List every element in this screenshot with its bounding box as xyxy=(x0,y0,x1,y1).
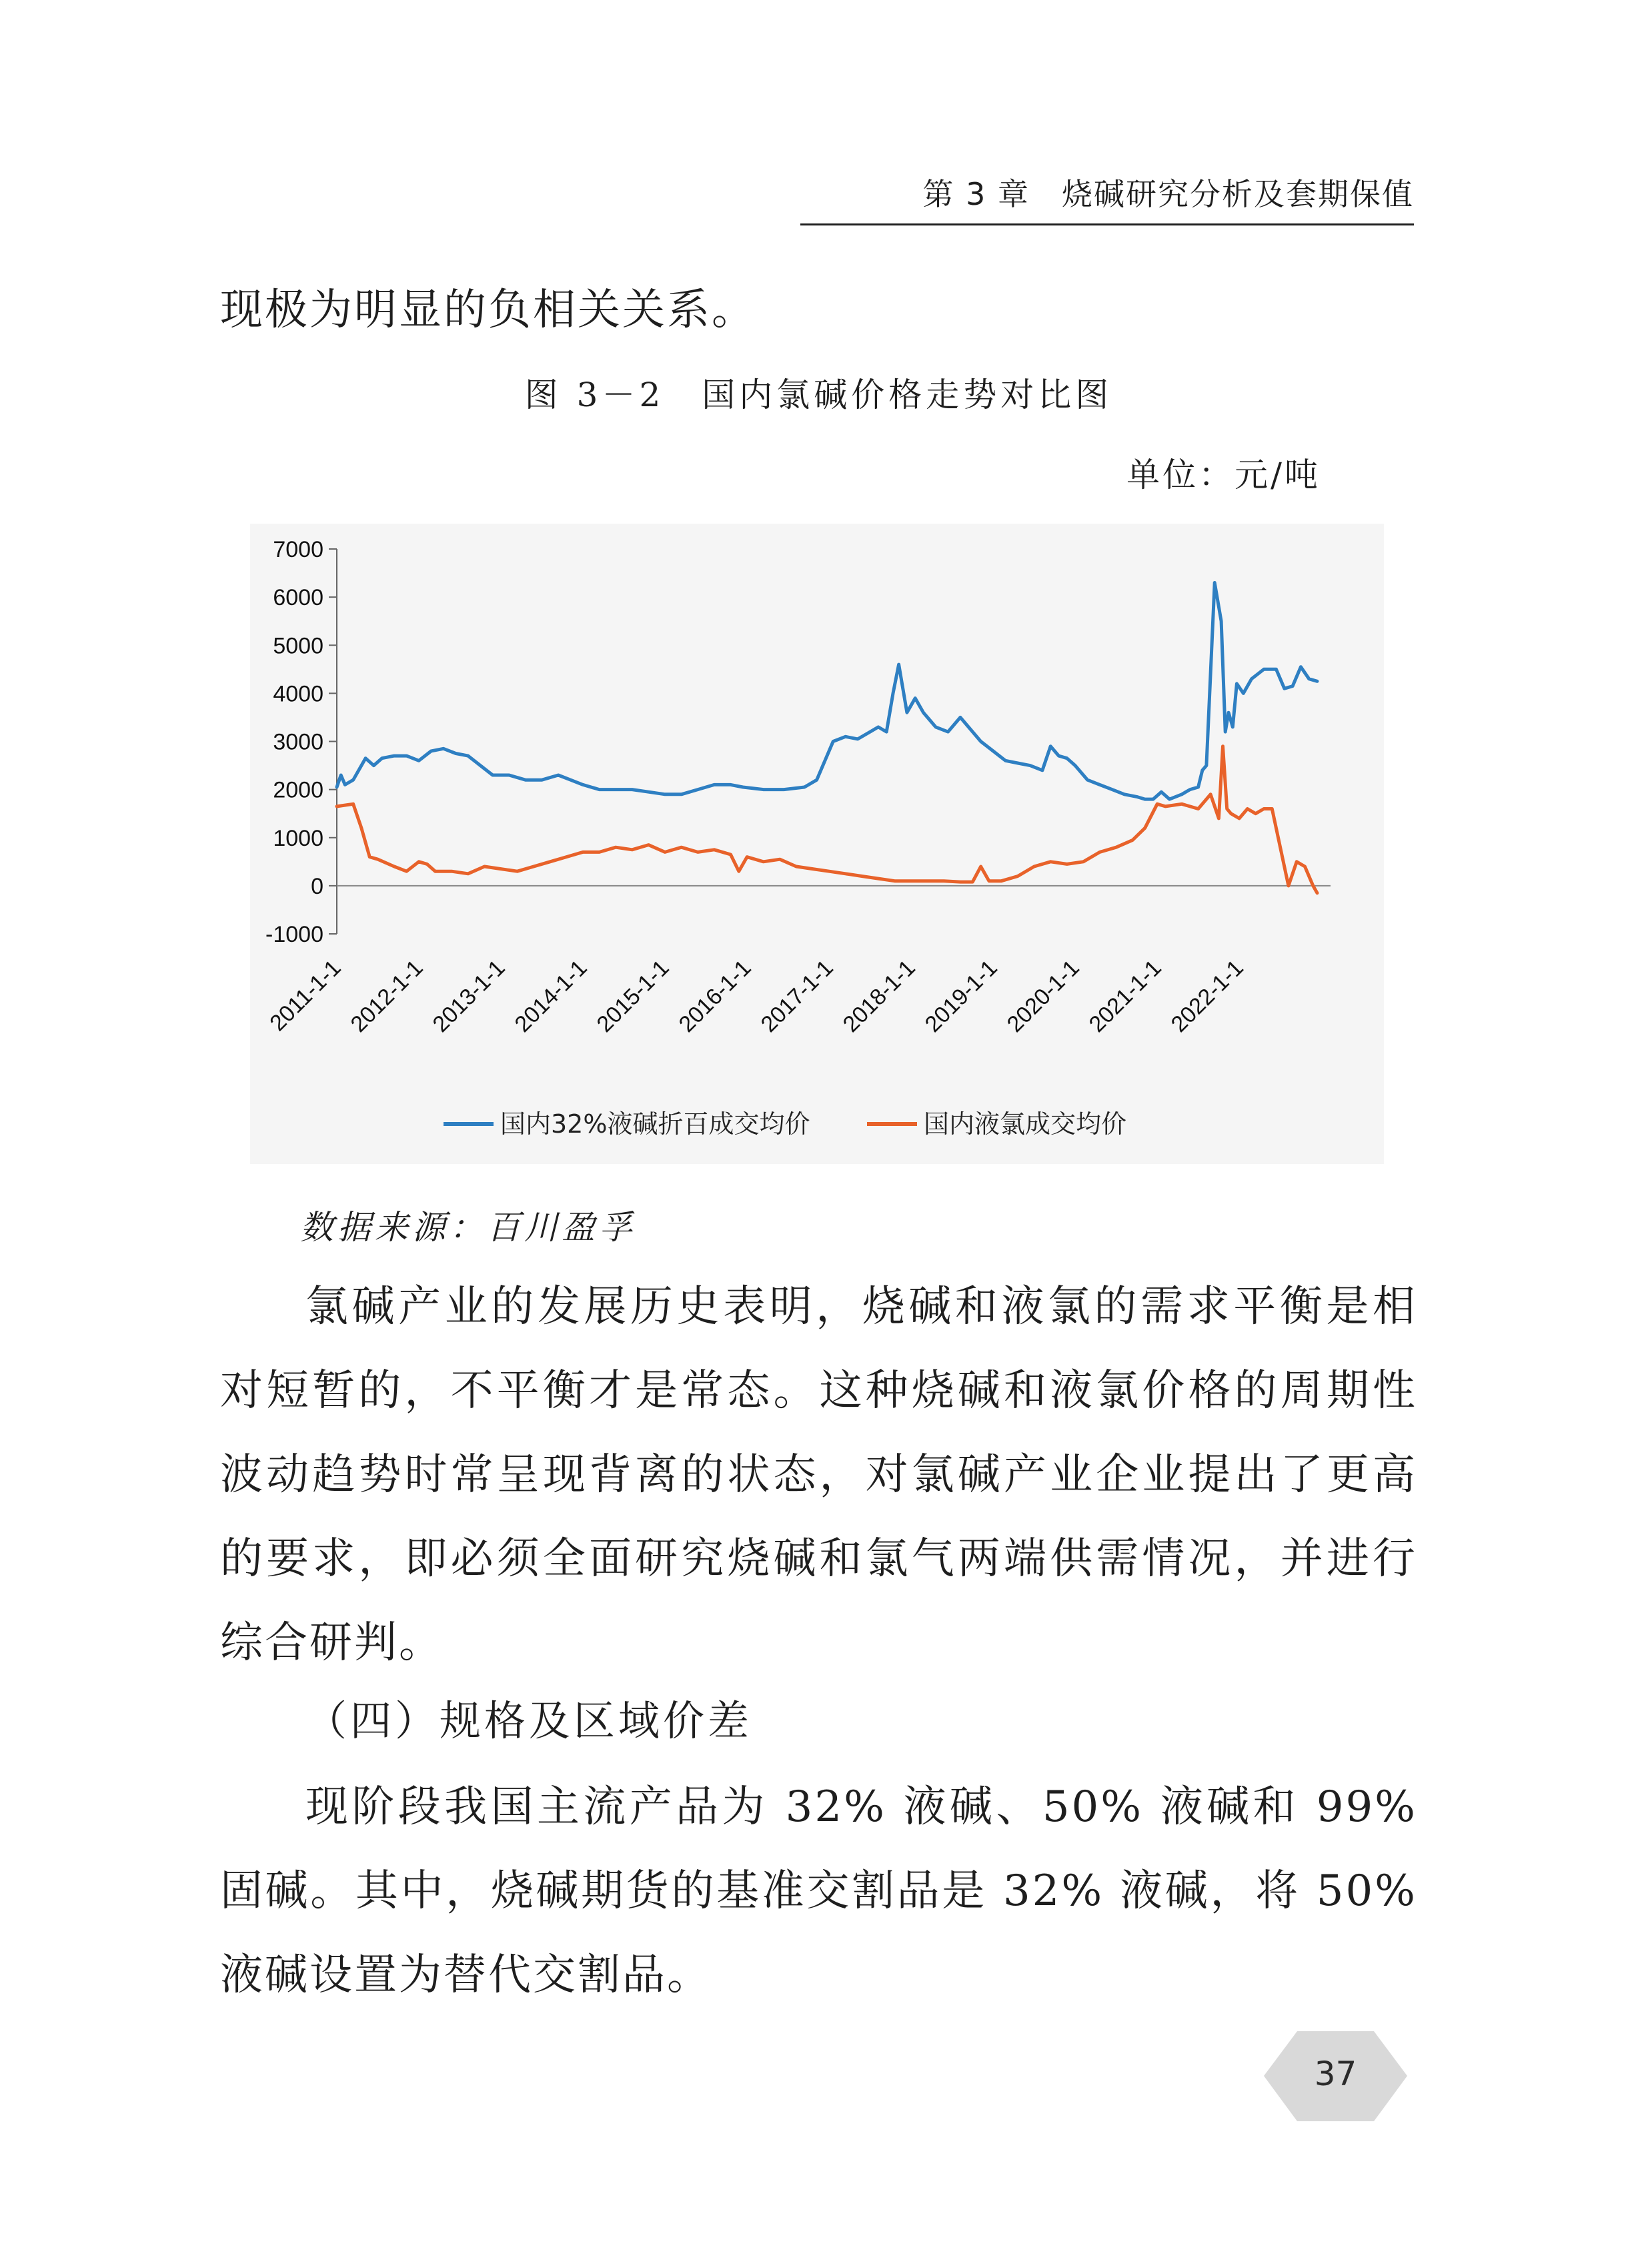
x-tick-label: 2021-1-1 xyxy=(1084,955,1166,1037)
legend-label-1: 国内32%液碱折百成交均价 xyxy=(500,1109,810,1139)
x-tick-label: 2017-1-1 xyxy=(756,955,838,1037)
chart-series xyxy=(337,583,1317,893)
chart-legend xyxy=(444,1109,1126,1139)
running-head: 第 3 章 烧碱研究分析及套期保值 xyxy=(800,170,1414,225)
figure-caption: 图 3－2 国内氯碱价格走势对比图 xyxy=(524,376,1113,414)
y-tick-label: 0 xyxy=(311,873,323,899)
y-tick-label: 7000 xyxy=(273,537,323,562)
x-tick-label: 2013-1-1 xyxy=(428,955,510,1037)
lead-text: 现极为明显的负相关关系。 xyxy=(220,286,756,335)
x-tick-label: 2020-1-1 xyxy=(1002,955,1084,1037)
series-line-1 xyxy=(337,583,1317,800)
x-tick-label: 2019-1-1 xyxy=(920,955,1002,1037)
x-tick-label: 2015-1-1 xyxy=(592,955,674,1037)
x-tick-label: 2014-1-1 xyxy=(510,955,592,1037)
page-number: 37 xyxy=(1314,2055,1357,2093)
section-heading: （四）规格及区域价差 xyxy=(305,1696,753,1745)
legend-label-2: 国内液氯成交均价 xyxy=(924,1109,1127,1139)
paragraph-1: 氯碱产业的发展历史表明，烧碱和液氯的需求平衡是相对短暂的，不平衡才是常态。这种烧碱和液氯价格的周期性波动趋势时常呈现背离的状态，对氯碱产业企业提出了更高的要求，即必须全面研究烧碱和氯气两端供需情况，并进行综合研判。 xyxy=(220,1282,1417,1668)
y-tick-label: 4000 xyxy=(273,681,323,707)
x-tick-label: 2012-1-1 xyxy=(345,955,428,1037)
y-tick-label: 3000 xyxy=(273,729,323,755)
chart-panel xyxy=(250,524,1384,1164)
y-tick-label: -1000 xyxy=(265,922,323,947)
x-tick-label: 2016-1-1 xyxy=(674,955,756,1037)
y-tick-label: 5000 xyxy=(273,633,323,659)
figure-source: 数据来源：百川盈孚 xyxy=(300,1208,636,1247)
y-tick-label: 1000 xyxy=(273,825,323,851)
paragraph-2: 现阶段我国主流产品为 32% 液碱、50% 液碱和 99% 固碱。其中，烧碱期货的基准交割品是 32% 液碱，将 50% 液碱设置为替代交割品。 xyxy=(220,1782,1417,2000)
price-chart xyxy=(250,524,1384,1164)
y-tick-label: 2000 xyxy=(273,777,323,803)
x-tick-label: 2011-1-1 xyxy=(265,955,346,1037)
figure-unit: 单位：元/吨 xyxy=(1126,456,1321,494)
y-tick-label: 6000 xyxy=(273,585,323,611)
x-tick-label: 2022-1-1 xyxy=(1166,955,1249,1037)
x-tick-label: 2018-1-1 xyxy=(838,955,920,1037)
